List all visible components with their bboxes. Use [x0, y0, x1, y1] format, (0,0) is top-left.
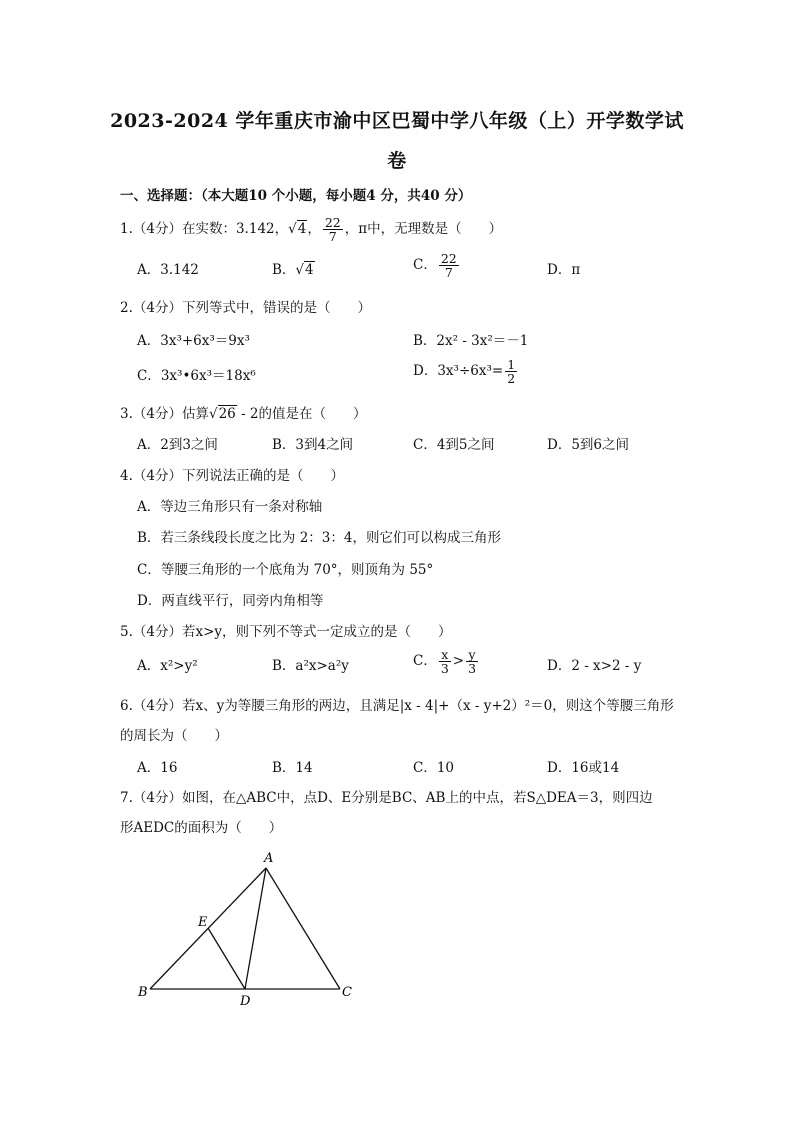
q1-option-b: B．√4 — [272, 262, 314, 278]
q2-option-c: C．3x³•6x³＝18x⁶ — [137, 368, 256, 384]
label-b: B — [138, 985, 148, 1000]
q5-option-d: D．2 - x>2 - y — [547, 658, 642, 674]
q1-option-a: A．3.142 — [137, 262, 199, 278]
q4-option-d: D．两直线平行，同旁内角相等 — [137, 593, 324, 609]
q1-option-d: D．π — [547, 262, 581, 278]
segment-ac — [266, 868, 340, 989]
label-a: A — [264, 851, 274, 866]
q6-option-a: A．16 — [137, 760, 178, 776]
q4-option-b: B．若三条线段长度之比为 2：3：4，则它们可以构成三角形 — [137, 530, 501, 546]
question-3-stem: 3.（4分）估算√26 - 2的值是在（ ） — [120, 406, 367, 422]
q3-option-d: D．5到6之间 — [547, 437, 630, 453]
q6-option-d: D．16或14 — [547, 760, 620, 776]
question-6-stem-line2: 的周长为（ ） — [120, 728, 228, 744]
label-d: D — [240, 994, 251, 1009]
q1-option-c: C． $\frac{22}{7}$ — [413, 251, 457, 281]
q5-option-b: B．a²x>a²y — [272, 658, 349, 674]
segment-ed — [208, 928, 245, 989]
q2-option-a: A．3x³+6x³＝9x³ — [137, 333, 250, 349]
question-4-stem: 4.（4分）下列说法正确的是（ ） — [120, 468, 344, 484]
exam-title-line2: 卷 — [387, 150, 407, 172]
q2-option-d: D．3x³÷6x³= $\frac{1}{2}$ — [413, 357, 516, 387]
question-2-stem: 2.（4分）下列等式中，错误的是（ ） — [120, 300, 371, 316]
question-7-stem-line1: 7.（4分）如图，在△ABC中，点D、E分别是BC、AB上的中点，若S△DEA＝3，则四边 — [120, 790, 653, 806]
label-c: C — [342, 985, 352, 1000]
q3-option-c: C．4到5之间 — [413, 437, 495, 453]
q4-option-c: C．等腰三角形的一个底角为 70°，则顶角为 55° — [137, 562, 434, 578]
q6-option-b: B．14 — [272, 760, 313, 776]
q4-option-a: A．等边三角形只有一条对称轴 — [137, 499, 323, 515]
section-heading: 一、选择题：（本大题10 个小题，每小题4 分，共40 分） — [120, 188, 472, 204]
question-7-stem-line2: 形AEDC的面积为（ ） — [120, 820, 283, 836]
q6-option-c: C．10 — [413, 760, 455, 776]
q2-option-b: B．2x² - 3x²＝－1 — [413, 333, 529, 349]
exam-title-line1: 2023-2024 学年重庆市渝中区巴蜀中学八年级（上）开学数学试 — [110, 110, 684, 132]
question-5-stem: 5.（4分）若x>y，则下列不等式一定成立的是（ ） — [120, 624, 452, 640]
q5-option-c: C． $\frac{x}{3}$ > $\frac{y}{3}$ — [413, 647, 477, 677]
q5-option-a: A．x²>y² — [137, 658, 198, 674]
q3-option-b: B．3到4之间 — [272, 437, 354, 453]
question-1-stem: 1.（4分）在实数：3.142，√4， $\frac{22}{7}$ ，π中，无理数是（ ） — [120, 215, 503, 245]
label-e: E — [198, 915, 208, 930]
q3-option-a: A．2到3之间 — [137, 437, 218, 453]
question-6-stem-line1: 6.（4分）若x、y为等腰三角形的两边，且满足|x - 4|+（x - y+2）²＝0，则这个等腰三角形 — [120, 698, 674, 714]
triangle-figure — [130, 846, 370, 1016]
